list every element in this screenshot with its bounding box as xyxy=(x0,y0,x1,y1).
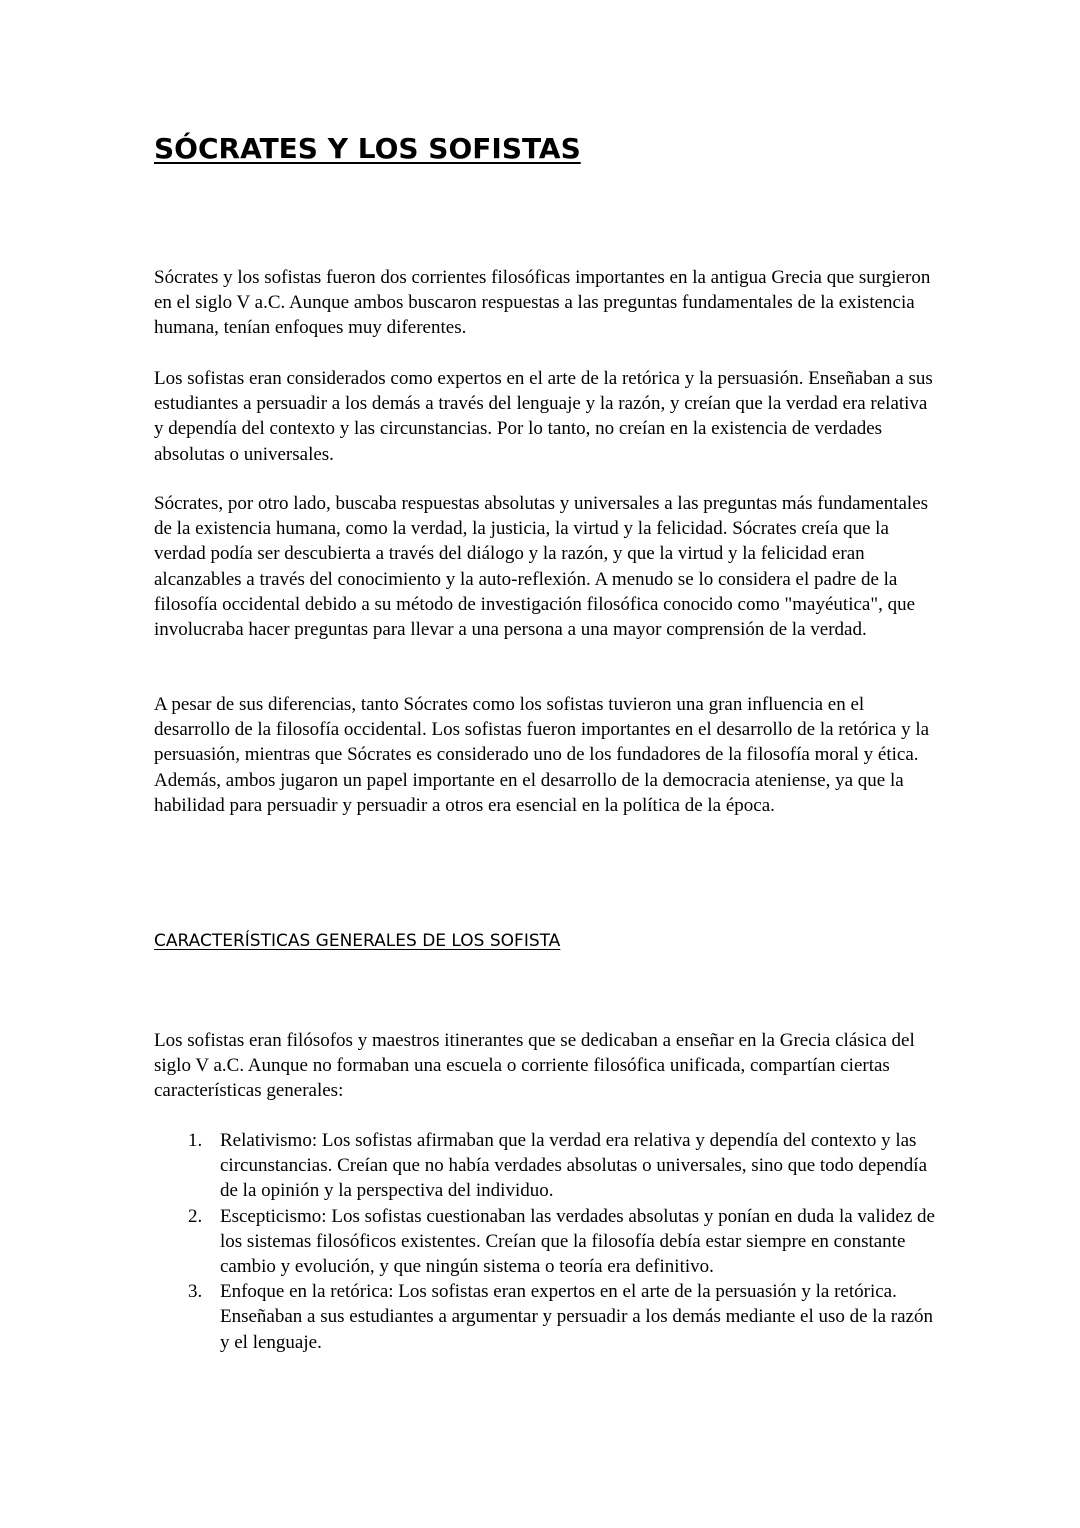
paragraph-sofistas: Los sofistas eran considerados como expertos en el arte de la retórica y la persuasión. Enseñaban a sus estudiantes a persuadir a los demás a través del lenguaje y la razón, y creían que la verdad era relativa y dependía del contexto y las circunstancias. Por lo tanto, no creían en la existencia de verdades absolutas o universales. xyxy=(154,368,933,465)
document-title: SÓCRATES Y LOS SOFISTAS xyxy=(154,132,581,165)
list-item-number: 1. xyxy=(188,1130,203,1151)
paragraph-influencia: A pesar de sus diferencias, tanto Sócrates como los sofistas tuvieron una gran influencia en el desarrollo de la filosofía occidental. Los sofistas fueron importantes en el desarrollo de la retórica y la persuasión, mientras que Sócrates es considerado uno de los fundadores de la filosofía moral y ética. Además, ambos jugaron un papel importante en el desarrollo de la democracia ateniense, ya que la habilidad para persuadir y persuadir a otros era esencial en la política de la época. xyxy=(154,694,930,816)
paragraph-socrates: Sócrates, por otro lado, buscaba respuestas absolutas y universales a las preguntas más fundamentales de la existencia humana, como la verdad, la justicia, la virtud y la felicidad. Sócrates creía que la verdad podía ser descubierta a través del diálogo y la razón, y que la virtud y la felicidad eran alcanzables a través del conocimiento y la auto-reflexión. A menudo se lo considera el padre de la filosofía occidental debido a su método de investigación filosófica conocido como "mayéutica", que involucraba hacer preguntas para llevar a una persona a una mayor comprensión de la verdad. xyxy=(154,493,929,641)
paragraph-intro: Sócrates y los sofistas fueron dos corrientes filosóficas importantes en la antigua Grecia que surgieron en el siglo V a.C. Aunque ambos buscaron respuestas a las preguntas fundamentales de la existencia humana, tenían enfoques muy diferentes. xyxy=(154,267,931,339)
section-heading: CARACTERÍSTICAS GENERALES DE LOS SOFISTA xyxy=(154,931,561,951)
list-item-number: 2. xyxy=(188,1205,203,1227)
list-item-text: Relativismo: Los sofistas afirmaban que la verdad era relativa y dependía del contexto y las circunstancias. Creían que no había verdades absolutas o universales, sino que todo dependía de la opinión y la perspectiva del individuo. xyxy=(220,1130,928,1202)
list-item-text: Enfoque en la retórica: Los sofistas eran expertos en el arte de la persuasión y la retórica. Enseñaban a sus estudiantes a argumentar y persuadir a los demás mediante el uso de la razón y el lenguaje. xyxy=(220,1281,933,1353)
section-intro: Los sofistas eran filósofos y maestros itinerantes que se dedicaban a enseñar en la Grecia clásica del siglo V a.C. Aunque no formaban una escuela o corriente filosófica unificada, compartían ciertas características generales: xyxy=(154,1030,915,1102)
list-item-text: Escepticismo: Los sofistas cuestionaban las verdades absolutas y ponían en duda la validez de los sistemas filosóficos existentes. Creían que la filosofía debía estar siempre en constante cambio y evolución, y que ningún sistema o teoría era definitivo. xyxy=(220,1205,935,1278)
list-item xyxy=(154,1204,939,1280)
list-item-number: 3. xyxy=(188,1281,203,1303)
characteristics-list xyxy=(154,1128,939,1355)
list-item xyxy=(154,1128,939,1204)
list-item xyxy=(154,1279,939,1355)
